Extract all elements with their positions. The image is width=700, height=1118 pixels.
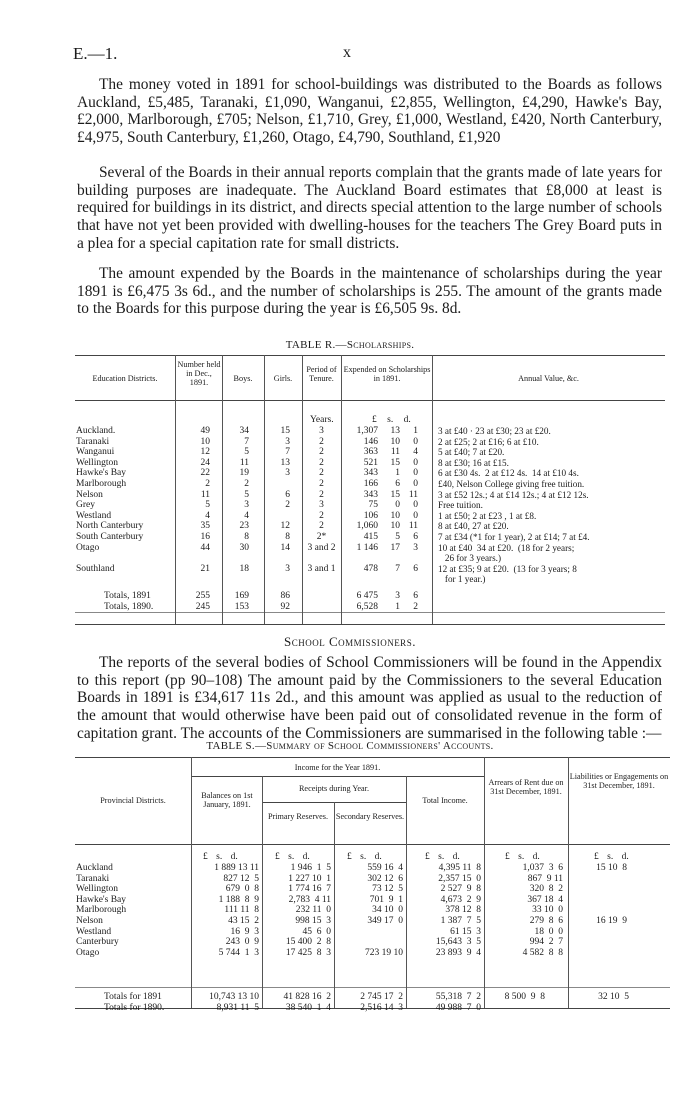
primary-values: 1 946 1 5 1 227 10 1 1 774 16 7 2,783 4 11 232 11 0 998 15 3 45 6 0 15 400 2 8 17 425 8 3 bbox=[285, 863, 331, 958]
header-boys: Boys. bbox=[233, 374, 253, 383]
province-names: Auckland Taranaki Wellington Hawke's Bay Marlborough Nelson Westland Canterbury Otago bbox=[76, 863, 127, 958]
money-unit-label: £ s. d. bbox=[203, 852, 238, 862]
header-total-income: Total Income. bbox=[422, 796, 468, 805]
paragraph-school-buildings: The money voted in 1891 for school-buildings was distributed to the Boards as follows Auckland, £5,485, Taranaki, £1,090, Wanganui, £2,855, Wellington, £4,290, Hawke's Bay, £2,000, Marlborough, £705; Nelson, £1,710, Grey, £1,000, Westland, £420, North Canterbury, £4,975, South Canterbury, £1,260, Otago, £4,790, Southland, £1,920 bbox=[77, 76, 662, 147]
expended-shillings: 13 10 11 15 1 6 15 0 10 10 5 17 7 bbox=[390, 426, 400, 574]
girls-values: 15 3 7 13 3 6 2 12 8 14 3 bbox=[280, 426, 290, 574]
expended-pence: 1 0 4 0 0 0 11 0 0 11 6 3 6 bbox=[408, 426, 418, 574]
liabilities-values: 15 10 8 16 19 9 bbox=[596, 863, 627, 926]
totals-balances: 10,743 13 10 8,931 11 5 bbox=[209, 992, 259, 1013]
header-balances: Balances on 1st January, 1891. bbox=[201, 791, 253, 809]
totals-pounds: 6 475 6,528 bbox=[356, 591, 378, 612]
totals-number: 255 245 bbox=[195, 591, 210, 612]
page-number: x bbox=[343, 44, 351, 61]
money-unit-label: £ s. d. bbox=[594, 852, 629, 862]
period-values: 3 2 2 2 2 2 2 3 2 2 2* 3 and 2 3 and 1 bbox=[307, 426, 336, 574]
paragraph-board-complaints: Several of the Boards in their annual reports complain that the grants made of late years for building purposes are inadequate. The Auckland Board estimates that £8,000 at least is required for buildings in its district, and directs special attention to the large number of schools that have not yet been provided with dwelling-houses for the teachers The Grey Board puts in a plea for a special capitation rate for small districts. bbox=[77, 164, 662, 252]
money-unit-label: £ s. d. bbox=[425, 852, 460, 862]
boys-values: 34 7 5 11 19 2 5 3 4 23 8 30 18 bbox=[239, 426, 249, 574]
header-number-held: Number held in Dec., 1891. bbox=[177, 360, 221, 387]
header-girls: Girls. bbox=[273, 374, 293, 383]
header-receipts: Receipts during Year. bbox=[298, 784, 370, 793]
totals-primary: 41 828 16 2 38 540 1 4 bbox=[283, 992, 331, 1013]
period-unit-label: Years. bbox=[310, 415, 334, 425]
totals-girls: 86 92 bbox=[280, 591, 290, 612]
header-education-districts: Education Districts. bbox=[92, 374, 158, 383]
header-secondary-reserves: Secondary Reserves. bbox=[335, 812, 405, 821]
table-r-caption: TABLE R.—Scholarships. bbox=[285, 339, 415, 351]
number-held-values: 49 10 12 24 22 2 11 5 4 35 16 44 21 bbox=[200, 426, 210, 574]
header-annual-value: Annual Value, &c. bbox=[518, 374, 579, 383]
table-s-caption: TABLE S.—Summary of School Commissioners' Accounts. bbox=[206, 740, 494, 752]
total-income-values: 4,395 11 8 2,357 15 0 2 527 9 8 4,673 2 9 378 12 8 1 387 7 5 61 15 3 15,643 3 5 23 893 9 4 bbox=[435, 863, 481, 958]
totals-labels: Totals, 1891 Totals, 1890. bbox=[104, 591, 154, 612]
expended-pounds: 1,307 146 363 521 343 166 343 75 106 1,060 415 1 146 478 bbox=[356, 426, 378, 574]
paragraph-scholarships: The amount expended by the Boards in the maintenance of scholarships during the year 1891 is £6,475 3s 6d., and the number of scholarships is 255. The amount of the grants made to the Boards for this purpose during the year is £6,505 9s. 8d. bbox=[77, 265, 662, 318]
money-unit-label: £ s. d. bbox=[372, 415, 411, 425]
totals-total-income: 55,318 7 2 49 988 7 0 bbox=[435, 992, 481, 1013]
header-expended: Expended on Scholarships in 1891. bbox=[343, 365, 431, 383]
totals-pence: 6 2 bbox=[413, 591, 418, 612]
money-unit-label: £ s. d. bbox=[347, 852, 382, 862]
balances-values: 1 889 13 11 827 12 5 679 0 8 1 188 8 9 111 11 8 43 15 2 16 9 3 243 0 9 5 744 1 3 bbox=[214, 863, 259, 958]
document-reference: E.—1. bbox=[73, 44, 118, 63]
secondary-values: 559 16 4 302 12 6 73 12 5 701 9 1 34 10 0 349 17 0 723 19 10 bbox=[365, 863, 403, 958]
money-unit-label: £ s. d. bbox=[505, 852, 540, 862]
header-period-tenure: Period of Tenure. bbox=[306, 365, 337, 383]
header-arrears: Arrears of Rent due on 31st December, 1891. bbox=[488, 778, 564, 796]
money-unit-label: £ s. d. bbox=[275, 852, 310, 862]
totals-shillings: 3 1 bbox=[395, 591, 400, 612]
arrears-values: 1,037 3 6 867 9 11 320 8 2 367 18 4 33 10 0 279 8 6 18 0 0 994 2 7 4 582 8 8 bbox=[522, 863, 563, 958]
header-income-group: Income for the Year 1891. bbox=[294, 763, 381, 772]
annual-value-notes: 3 at £40 · 23 at £30; 23 at £20. 2 at £25; 2 at £16; 6 at £10. 5 at £40; 7 at £20. 8 at £30; 16 at £15. 6 at £30 4s. 2 at £12 4s. 14 at £10 4s. £40, Nelson College giving free tuition. 3 at £52 12s.; 4 at £14 12s.; 4 at £12 12s. Free tuition. 1 at £50; 2 at £23 , 1 at £8. 8 at £40, 27 at £20. 7 at £34 (*1 for 1 year), 2 at £14; 7 at £4. 10 at £40 34 at £20. (18 for 2 years; 26 for 3 years.) 12 at £35; 9 at £20. (13 for 3 years; 8 for 1 year.) bbox=[438, 426, 590, 585]
totals-liabilities: 32 10 5 bbox=[598, 992, 629, 1002]
totals-labels: Totals for 1891 Totals for 1890. bbox=[104, 992, 165, 1013]
header-provincial-districts: Provincial Districts. bbox=[100, 796, 166, 805]
header-liabilities: Liabilities or Engagements on 31st December, 1891. bbox=[569, 772, 669, 790]
totals-boys: 169 153 bbox=[234, 591, 249, 612]
paragraph-commissioners: The reports of the several bodies of School Commissioners will be found in the Appendix to this report (pp 90–108) The amount paid by the Commissioners to the several Education Boards in 1891 is £34,617 11s 2d., and this amount was applied as usual to the reduction of the amount that would otherwise have been paid out of consolidated revenue in the form of capitation grant. The accounts of the Commissioners are summarised in the following table :— bbox=[77, 654, 662, 742]
header-primary-reserves: Primary Reserves. bbox=[267, 812, 329, 821]
totals-secondary: 2 745 17 2 2,516 14 3 bbox=[360, 992, 403, 1013]
section-heading: School Commissioners. bbox=[284, 634, 416, 649]
totals-arrears: 8 500 9 8 bbox=[504, 992, 545, 1002]
district-names: Auckland. Taranaki Wanganui Wellington Hawke's Bay Marlborough Nelson Grey Westland North Canterbury South Canterbury Otago Southland bbox=[76, 426, 144, 574]
